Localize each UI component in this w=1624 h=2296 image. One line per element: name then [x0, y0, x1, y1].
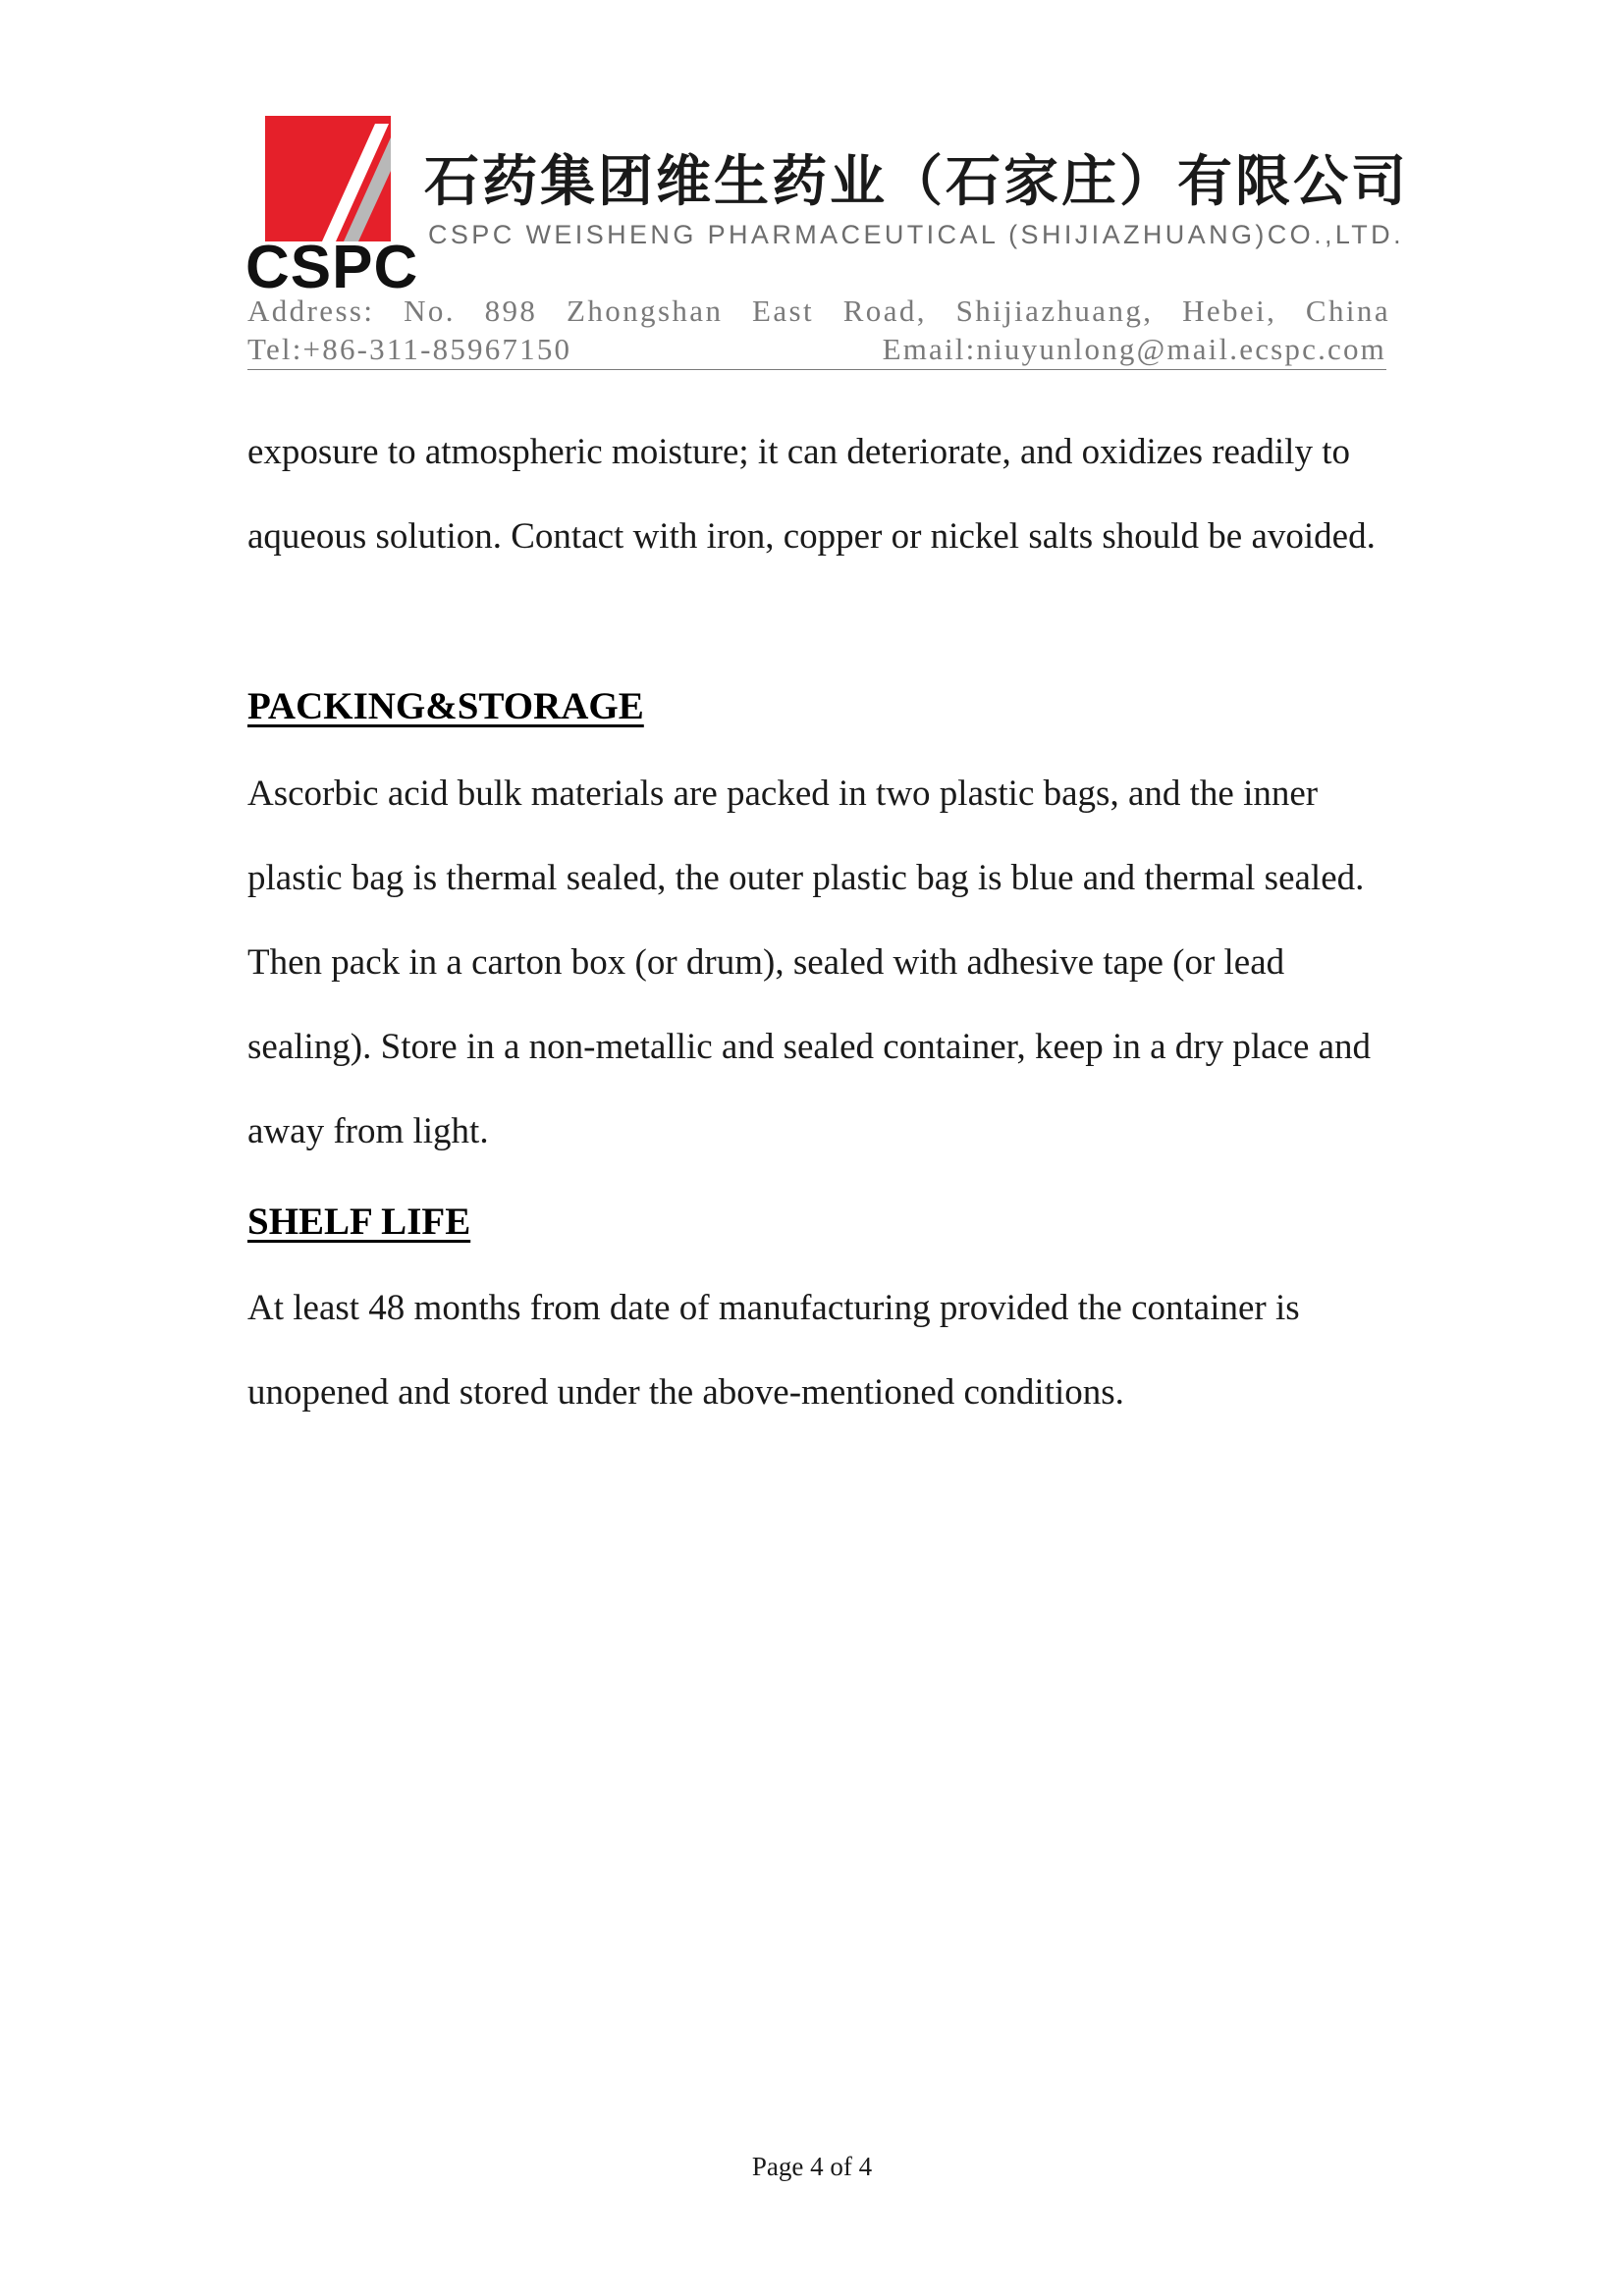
company-name-english: CSPC WEISHENG PHARMACEUTICAL (SHIJIAZHUANG)CO.,LTD. — [428, 220, 1404, 249]
company-name-chinese: 石药集团维生药业（石家庄）有限公司 — [424, 150, 1409, 214]
stability-paragraph: exposure to atmospheric moisture; it can deteriorate, and oxidizes readily to aqueous solution. Contact with iron, copper or nickel salts should be avoided. — [247, 432, 1376, 557]
logo-wordmark: CSPC — [245, 234, 419, 301]
cspc-logo-mark-icon — [265, 116, 391, 241]
section-heading-packing-storage: PACKING&STORAGE — [247, 685, 644, 727]
telephone: Tel:+86-311-85967150 — [247, 332, 572, 366]
email: Email:niuyunlong@mail.ecspc.com — [882, 332, 1386, 366]
section-heading-shelf-life: SHELF LIFE — [247, 1201, 471, 1243]
shelf-life-paragraph: At least 48 months from date of manufacturing provided the container is unopened and stored under the above-mentioned conditions. — [247, 1288, 1300, 1413]
cspc-logo — [245, 116, 419, 301]
company-address: Address: No. 898 Zhongshan East Road, Shijiazhuang, Hebei, China — [247, 294, 1390, 328]
contact-line — [247, 331, 1386, 370]
page-number: Page 4 of 4 — [751, 2152, 873, 2181]
packing-storage-paragraph: Ascorbic acid bulk materials are packed in two plastic bags, and the inner plastic bag is thermal sealed, the outer plastic bag is blue and thermal sealed. Then pack in a carton box (or drum), sealed with adhesive tape (or lead sealing). Store in a non-metallic and sealed container, keep in a dry place and away from light. — [247, 774, 1372, 1151]
